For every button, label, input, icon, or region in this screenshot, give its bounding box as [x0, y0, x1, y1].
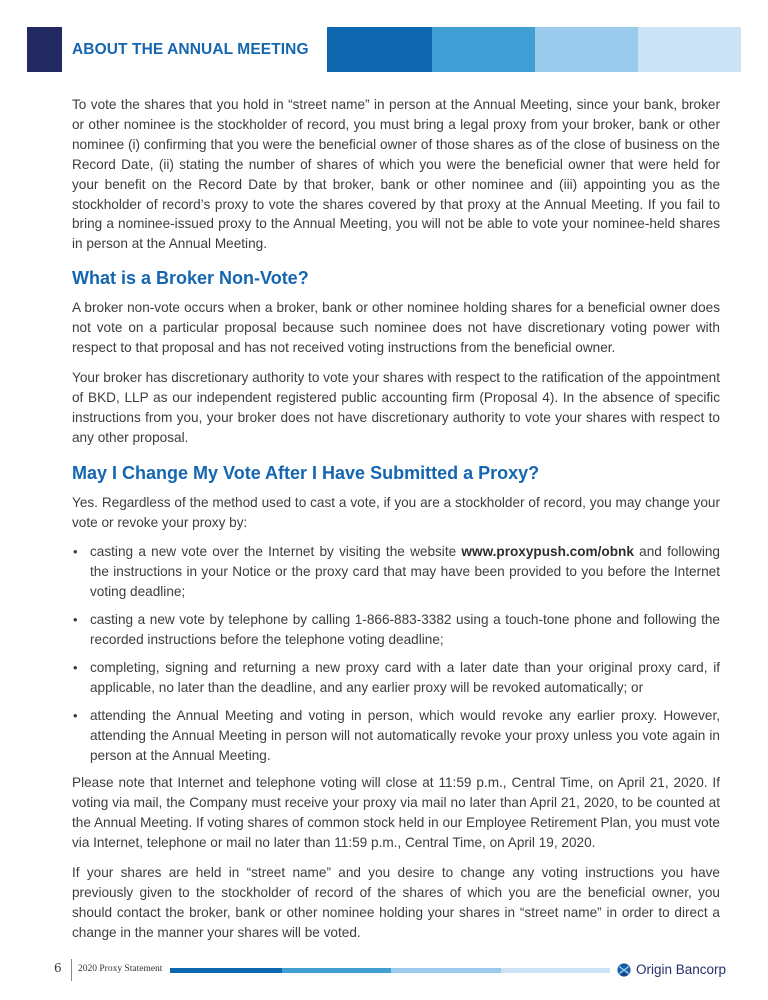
footer-bar-3: [391, 968, 501, 973]
origin-logo-icon: [617, 963, 631, 977]
bullet-icon: •: [73, 544, 78, 560]
proxy-website-link[interactable]: www.proxypush.com/obnk: [461, 544, 634, 560]
bullet-icon: •: [73, 659, 78, 675]
list-item-text: attending the Annual Meeting and voting in person, which would revoke any earlier proxy. However, attending the Annual Meeting in person will not automatically revoke your proxy unless you vote again in person at the Annual Meeting.: [90, 707, 720, 763]
footer-bar-2: [282, 968, 391, 973]
footer-bar-4: [501, 968, 610, 973]
footer-bar-1: [170, 968, 282, 973]
list-item-text-after: and following the instructions in your Notice or the proxy card that may have been provided to you before the Internet voting deadline;: [90, 544, 720, 600]
list-item-proxy-card: [72, 658, 720, 698]
document-body: [72, 95, 720, 953]
header-bar-1: [327, 27, 432, 72]
section-title: ABOUT THE ANNUAL MEETING: [72, 41, 309, 58]
header-accent-block: [27, 27, 62, 72]
list-item-in-person: [72, 706, 720, 766]
header-bar-2: [432, 27, 535, 72]
origin-bancorp-logo: [617, 962, 726, 977]
paragraph-change-vote-intro: Yes. Regardless of the method used to cast a vote, if you are a stockholder of record, you may change your vote or revoke your proxy by:: [72, 494, 720, 530]
list-item-text: completing, signing and returning a new proxy card with a later date than your original proxy card, if applicable, no later than the deadline, and any earlier proxy will be revoked automatically; or: [90, 659, 720, 695]
bullet-icon: •: [73, 707, 78, 723]
paragraph-broker-non-vote-definition: A broker non-vote occurs when a broker, bank or other nominee holding shares for a beneficial owner does not vote on a particular proposal because such nominee does not have discretionary voting power with respect to that proposal and has not received voting instructions from the beneficial owner.: [72, 300, 720, 356]
list-item-text: casting a new vote by telephone by calling 1-866-883-3382 using a touch-tone phone and following the recorded instructions before the telephone voting deadline;: [90, 612, 720, 648]
bullet-icon: •: [73, 612, 78, 628]
header-bar-4: [638, 27, 741, 72]
list-item-text-before: casting a new vote over the Internet by visiting the website: [90, 544, 462, 560]
list-item-internet-vote: [72, 542, 720, 602]
paragraph-street-name-changes: If your shares are held in “street name” and you desire to change any voting instructions you have previously given to the stockholder of record of the shares of which you are the beneficial owner, you should contact the broker, bank or other nominee holding your shares in “street name” in order to direct a change in the manner your shares will be voted.: [72, 865, 720, 940]
footer-color-bars: [170, 968, 610, 973]
revocation-methods-list: [72, 542, 720, 765]
paragraph-broker-discretionary-authority: Your broker has discretionary authority to vote your shares with respect to the ratification of the appointment of BKD, LLP as our independent registered public accounting firm (Proposal 4). In the absence of specific instructions from you, your broker does not have discretionary authority to vote your shares with respect to any other proposal.: [72, 369, 720, 445]
page-number: 6: [54, 961, 62, 975]
document-label: 2020 Proxy Statement: [78, 964, 163, 974]
brand-name: Origin Bancorp: [636, 962, 727, 977]
header-bar-3: [535, 27, 638, 72]
paragraph-street-name-voting: To vote the shares that you hold in “street name” in person at the Annual Meeting, since your bank, broker or other nominee is the stockholder of record, you must bring a legal proxy from your broker, bank or other nominee (i) confirming that you were the beneficial owner of those shares as of the close of business on the Record Date, (ii) stating the number of shares of which you were the beneficial owner that were held for your benefit on the Record Date by that broker, bank or other nominee and (iii) appointing you as the stockholder of record’s proxy to vote the shares covered by that proxy at the Annual Meeting. If you fail to bring a nominee-issued proxy to the Annual Meeting, you will not be able to vote your nominee-held shares in person at the Annual Meeting.: [72, 97, 720, 252]
footer-divider: [71, 959, 72, 981]
heading-broker-non-vote: What is a Broker Non-Vote?: [72, 268, 309, 289]
heading-change-vote: May I Change My Vote After I Have Submitted a Proxy?: [72, 462, 540, 483]
header-color-bars: [327, 27, 741, 72]
paragraph-voting-deadlines: Please note that Internet and telephone voting will close at 11:59 p.m., Central Time, on April 21, 2020. If voting via mail, the Company must receive your proxy via mail no later than April 21, 2020, to be counted at the Annual Meeting. If voting shares of common stock held in our Employee Retirement Plan, you must vote via Internet, telephone or mail no later than 11:59 p.m., Central Time, on April 19, 2020.: [72, 775, 720, 851]
list-item-telephone-vote: [72, 610, 720, 650]
